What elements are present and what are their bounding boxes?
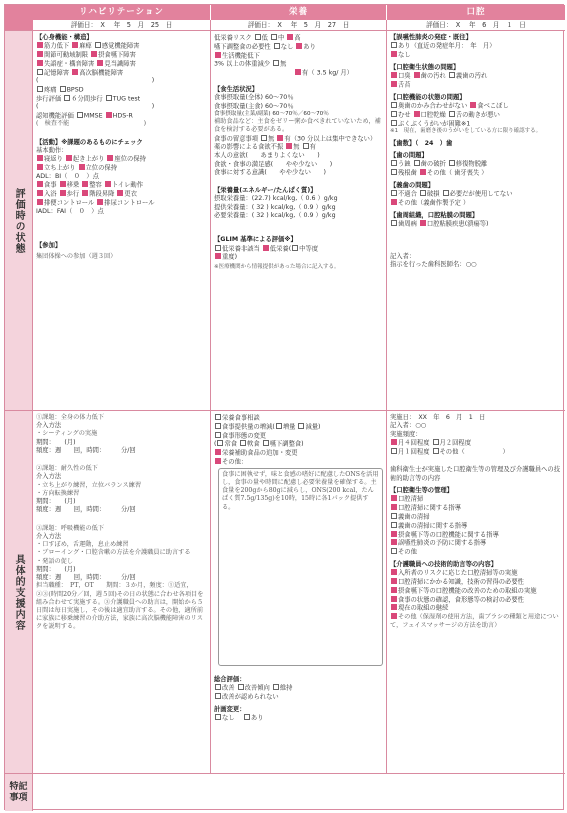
checkbox[interactable] (391, 539, 397, 545)
checkbox[interactable] (215, 458, 221, 464)
checkbox[interactable] (391, 578, 397, 584)
checkbox[interactable] (91, 51, 97, 57)
checkbox[interactable] (64, 95, 70, 101)
checkbox[interactable] (117, 190, 123, 196)
rehab-eval-cell: 【心身機能・構造】 筋力低下 麻痺 感覚機能障害 関節可動域制限 摂食嚥下障害 失語症・構音障害 見当識障害 記憶障害 高次脳機能障害 ( ) 疼痛 BPSD 歩行評価 ６分間歩行 TUG test ( ) 認知機能評価 MMSE HDS-R ( 検査不能 ) 【活動】※課題のあるものにチェック 基本動作： 寝返り 起き上がり 座位の保持 立ち上がり 立位の保持 ADL：BI（ ０ ）点 食事 移乗 整容 トイレ動作 入浴 歩行 階段昇降 更衣 排便コントロール 排尿コントロール IADL：FAI（ ０ ）点 【参加】 集団体操への参加（週３回） (33, 31, 211, 411)
checkbox[interactable] (82, 190, 88, 196)
checkbox[interactable] (449, 72, 455, 78)
checkbox[interactable] (295, 69, 301, 75)
checkbox[interactable] (60, 181, 66, 187)
checkbox[interactable] (433, 448, 439, 454)
section-participation: 【参加】 (36, 241, 62, 249)
checkbox[interactable] (95, 42, 101, 48)
section-activity: 【活動】※課題のあるものにチェック (36, 138, 143, 146)
checkbox[interactable] (287, 34, 293, 40)
checkbox[interactable] (433, 439, 439, 445)
checkbox[interactable] (391, 522, 397, 528)
checkbox[interactable] (97, 60, 103, 66)
header-rehab: リハビリテーション (33, 5, 211, 20)
checkbox[interactable] (37, 181, 43, 187)
checkbox[interactable] (66, 155, 72, 161)
text-line: 集団体操への参加（週３回） (36, 253, 117, 261)
checkbox[interactable] (79, 164, 85, 170)
checkbox[interactable] (215, 253, 221, 259)
checkbox[interactable] (443, 190, 449, 196)
special-notes-field[interactable] (33, 774, 565, 811)
checkbox[interactable] (82, 181, 88, 187)
checkbox[interactable] (215, 245, 221, 251)
checkbox[interactable] (391, 569, 397, 575)
header-oral: 口腔 (387, 5, 565, 20)
checkbox[interactable] (215, 693, 221, 699)
checkbox[interactable] (215, 684, 221, 690)
checkbox[interactable] (391, 111, 397, 117)
text-line: ( 検査不能 ) (36, 120, 147, 128)
checkbox[interactable] (391, 190, 397, 196)
checkbox[interactable] (215, 714, 221, 720)
checkbox[interactable] (215, 423, 221, 429)
checkbox[interactable] (271, 34, 277, 40)
checkbox[interactable] (391, 504, 397, 510)
checkbox[interactable] (215, 432, 221, 438)
checkbox[interactable] (217, 440, 223, 446)
oral-eval-cell: 【誤嚥性肺炎の発症・既往】 あり（直近の発症年月： 年 月） なし 【口腔衛生状態の問題】 口臭 歯の汚れ 義歯の汚れ 舌苔 【口腔機能の状態の問題】 奥歯のかみ合わせがない 食べこぼし むせ 口腔乾燥 舌の動きが悪い ぶくぶくうがいが困難※1 ※1 現在，歯磨き後のうがいをしている方に限り確認する。 【歯数】（ 24 ）歯 【歯の問題】 う蝕 歯の破折 修復物脱離 残根歯 その他（ 歯牙喪失 ） 【義歯の問題】 不適合 破損 必要だが使用してない その他（義歯作製予定 ） 【歯周組織，口腔粘膜の問題】 歯周病 口腔粘膜疾患(潰瘍等) 記入者： 指示を行った歯科医師名：○○ (387, 31, 565, 411)
checkbox[interactable] (37, 69, 43, 75)
checkbox[interactable] (414, 111, 420, 117)
date-rehab: 評価日： X 年 5 月 25 日 (33, 20, 211, 31)
checkbox[interactable] (37, 199, 43, 205)
section-periodontal: 【歯周組織，口腔粘膜の問題】 (390, 211, 479, 219)
section-teeth: 【歯の問題】 (390, 152, 428, 160)
nutrition-eval-cell: 低栄養リスク 低 中 高 嚥下調整食の必要性 なし あり 生活機能低下 3% 以上の体重減少 無 有（ 3.5 kg/ 月） 【食生活状況】 食事摂取量(全体) 60～70％ 食事摂取量(主食) 60～70％ 食事摂取量(主菜/副菜) 60～70％／60～70％ 補助食品など：主食をゼリー粥か食べきれていないため，補食を検討する必要がある。 食事の留意事項 無 有（30 分以上は集中できない） 薬の影響による食欲不振 無 有 本人の意欲( あまりよくない ) 食欲・食事の満足感( やや少ない ) 食事に対する意識( やや少ない ) 【栄養量(エネルギー/たんぱく質)】 摂取栄養量：(22.7) kcal/kg,（ 0.6 ）g/kg 提供栄養量：( 32 ) kcal/kg,（ 0.9 ）g/kg 必要栄養量：( 32 ) kcal/kg,（ 0.9 ）g/kg 【GLIM 基準による評価※】 低栄養非該当 低栄養( 中等度 重度) ※医療機関から情報提供があった場合に記入する。 (211, 31, 387, 411)
checkbox[interactable] (470, 102, 476, 108)
checkbox[interactable] (274, 43, 280, 49)
row-label-eval: 評価時の状態 (5, 31, 33, 411)
checkbox[interactable] (215, 52, 221, 58)
checkbox[interactable] (60, 86, 66, 92)
checkbox[interactable] (105, 181, 111, 187)
checkbox[interactable] (261, 135, 267, 141)
checkbox[interactable] (37, 60, 43, 66)
checkbox[interactable] (72, 69, 78, 75)
checkbox[interactable] (414, 72, 420, 78)
checkbox[interactable] (391, 220, 397, 226)
header-corner (5, 5, 33, 31)
checkbox[interactable] (391, 81, 397, 87)
checkbox[interactable] (414, 160, 420, 166)
section-oral-management: 【口腔衛生等の管理】 (390, 487, 453, 495)
nutrition-other-box: 食事に困執せず，味と食感の嗜好に配慮したONSを活用し，食事の量や時間に配慮し必要栄養量を確保する。主食量を200gから80gに減らし，ONS(200 kcal，たんぱく質7.5g/135g)を10時，15時に各1パック提供する。 (218, 468, 383, 666)
checkbox[interactable] (391, 42, 397, 48)
section-overall-eval: 総合評価： (214, 675, 246, 683)
checkbox[interactable] (296, 43, 302, 49)
checkbox[interactable] (391, 548, 397, 554)
checkbox[interactable] (255, 34, 261, 40)
checkbox[interactable] (37, 164, 43, 170)
section-oral-function: 【口腔機能の状態の問題】 (390, 93, 466, 101)
checkbox[interactable] (391, 72, 397, 78)
checkbox[interactable] (298, 423, 304, 429)
checkbox[interactable] (240, 440, 246, 446)
section-body-function: 【心身機能・構造】 (36, 34, 93, 41)
section-plan-change: 計画変更： (214, 705, 246, 713)
checkbox[interactable] (263, 440, 269, 446)
checkbox[interactable] (37, 86, 43, 92)
checkbox[interactable] (391, 160, 397, 166)
checkbox[interactable] (215, 449, 221, 455)
section-nutrient: 【栄養量(エネルギー/たんぱく質)】 (214, 187, 317, 195)
checkbox[interactable] (303, 143, 309, 149)
assessment-sheet (4, 4, 564, 810)
checkbox[interactable] (449, 111, 455, 117)
checkbox[interactable] (391, 531, 397, 537)
checkbox[interactable] (391, 448, 397, 454)
checkbox[interactable] (391, 169, 397, 175)
section-teeth-count: 【歯数】（ 24 ）歯 (390, 139, 453, 147)
checkbox[interactable] (391, 439, 397, 445)
checkbox[interactable] (286, 143, 292, 149)
text-line: ( ) (36, 77, 155, 85)
checkbox[interactable] (391, 51, 397, 57)
checkbox[interactable] (37, 190, 43, 196)
section-oral-hygiene: 【口腔衛生状態の問題】 (390, 63, 460, 71)
section-diet: 【食生活状況】 (214, 85, 259, 93)
checkbox[interactable] (391, 587, 397, 593)
checkbox[interactable] (391, 596, 397, 602)
checkbox[interactable] (391, 604, 397, 610)
checkbox[interactable] (276, 423, 282, 429)
checkbox[interactable] (263, 245, 269, 251)
checkbox[interactable] (391, 513, 397, 519)
header-nutrition: 栄養 (211, 5, 387, 20)
checkbox[interactable] (391, 613, 397, 619)
checkbox[interactable] (391, 102, 397, 108)
checkbox[interactable] (292, 245, 298, 251)
checkbox[interactable] (107, 155, 113, 161)
checkbox[interactable] (391, 495, 397, 501)
checkbox[interactable] (238, 684, 244, 690)
checkbox[interactable] (391, 120, 397, 126)
checkbox[interactable] (420, 190, 426, 196)
checkbox[interactable] (277, 135, 283, 141)
checkbox[interactable] (420, 169, 426, 175)
checkbox[interactable] (60, 190, 66, 196)
date-oral: 評価日： X 年 6 月 １ 日 (387, 20, 565, 31)
checkbox[interactable] (215, 414, 221, 420)
checkbox[interactable] (77, 112, 83, 118)
section-glim: 【GLIM 基準による評価※】 (214, 236, 297, 244)
checkbox[interactable] (273, 60, 279, 66)
section-pneumonia: 【誤嚥性肺炎の発症・既往】 (390, 34, 472, 41)
checkbox[interactable] (106, 112, 112, 118)
checkbox[interactable] (72, 42, 78, 48)
rehab-plan-cell: ①課題：全身の体力低下 介入方法 ・シーティングの実施 期間： (月) 頻度：週 回，時間： 分/回 ②課題：耐久性の低下 介入方法 ・立ち上がり練習，立位バランス練習 ・方向転換練習 期間： (月) 頻度：週 回，時間： 分/回 ③課題：呼吸機能の低下 介入方法 ・口すぼめ，舌運動，息止め練習 ・ブローイング・口腔含嗽の方法を介護職員に助言する ・発語の促し 期間： (月) 頻度：週 回，時間： 分/回 担当職種： PT，OT 期間：３か月，頻度：①适宜，②③(時間20分／回，週５回)その日の状態に合わせ各項目を組み合わせて実施する。③介護職員への助言は，開始から５日間は毎日実施し，その後は適宜助言する。その他，適所前に家族に移乗練習の介助方法，家族に高次脳機能障害のリスクを説明する。 (33, 411, 211, 774)
checkbox[interactable] (37, 42, 43, 48)
section-caregiver-advice: 【介護職員への技術的助言等の内容】 (390, 560, 498, 568)
checkbox[interactable] (106, 95, 112, 101)
checkbox[interactable] (37, 51, 43, 57)
row-label-special: 特記 事項 (5, 774, 33, 811)
checkbox[interactable] (273, 684, 279, 690)
text-line: ( ) (36, 103, 155, 111)
checkbox[interactable] (391, 199, 397, 205)
section-denture: 【義歯の問題】 (390, 181, 435, 189)
checkbox[interactable] (244, 714, 250, 720)
row-label-plan: 具体的支援内容 (5, 411, 33, 774)
checkbox[interactable] (420, 220, 426, 226)
checkbox[interactable] (97, 199, 103, 205)
checkbox[interactable] (449, 160, 455, 166)
oral-plan-cell: 実施日： XX 年 6 月 1 日 記入者：○○ 実施頻度： 月４回程度 月２回程度 月１回程度 その他（ ） 歯科衛生士が実施した口腔衛生等の管理及び介護職員への技術的助言等の内容 【口腔衛生等の管理】 口腔清掃 口腔清掃に関する指導 義歯の清掃 義歯の清掃に関する指導 摂食嚥下等の口腔機能に関する指導 誤嚥性肺炎の予防に関する指導 その他 【介護職員への技術的助言等の内容】 入所者のリスクに応じた口腔清掃等の実施 口腔清掃にかかる知識，技術の習得の必要性 摂食嚥下等の口腔機能の改善のための取組の実施 食事の状態の確認，食形態等の検討の必要性 現在の取組の継続 その他（保湿剤の使用方法，歯ブラシの種類と用途について，フェイスマッサージの方法を助言） (387, 411, 565, 774)
nutrition-plan-cell: 栄養食事相談 食事提供量の増減( 増量 減量) 食事形態の変更 ( 常食 軟食 嚥下調整食) 栄養補助食品の追加・変更 その他： 食事に困執せず，味と食感の嗜好に配慮したONSを活用し，食事の量や時間に配慮し必要栄養量を確保する。主食量を200gから80gに減らし，ONS(200 kcal，たんぱく質7.5g/135g)を10時，15時に各1パック提供する。 総合評価： 改善 改善傾向 維持 改善が認められない 計画変更： なし あり (211, 411, 387, 774)
checkbox[interactable] (37, 155, 43, 161)
date-nutrition: 評価日： X 年 5 月 27 日 (211, 20, 387, 31)
